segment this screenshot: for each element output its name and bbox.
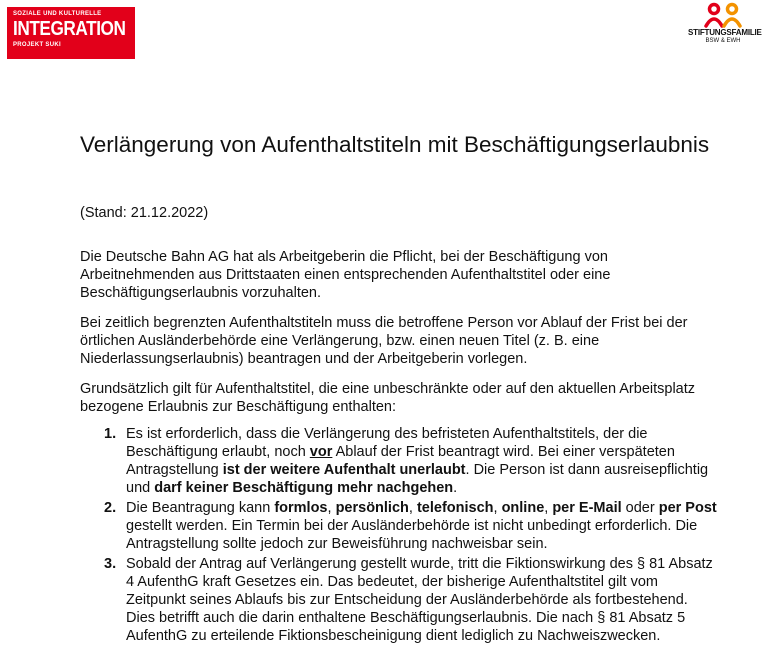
logo-sub: BSW & EWH [705, 38, 741, 44]
item-text: Ablauf der Frist beantragt wird. Bei einer verspäteten Antragstellung [126, 444, 675, 478]
requirements-list [80, 425, 720, 647]
item-number: 3. [104, 556, 117, 572]
logo-line-2: INTEGRATION [13, 18, 126, 40]
item-emphasis: persönlich [335, 500, 409, 516]
item-emphasis: formlos [274, 500, 328, 516]
item-text: , [408, 500, 417, 516]
family-figures-icon [703, 2, 743, 28]
item-text: Die Beantragung kann [126, 500, 275, 516]
stiftungsfamilie-logo [688, 2, 762, 45]
item-text: Es ist erforderlich, dass die Verlängerung des befristeten Aufenthaltstitels, der die Beschäftigung erlaubt, noch [126, 426, 648, 460]
item-emphasis: telefonisch [416, 500, 494, 516]
paragraph-3: Grundsätzlich gilt für Aufenthaltstitel, die eine unbeschränkte oder auf den aktuellen Arbeitsplatz bezogene Erlaubnis zur Beschäftigung enthalten: [80, 381, 696, 415]
item-text: . [453, 480, 458, 496]
item-text: . Die Person ist dann ausreisepflichtig und [126, 462, 709, 496]
item-text: , [544, 500, 553, 516]
item-text: oder [621, 500, 659, 516]
paragraph-2: Bei zeitlich begrenzten Aufenthaltstiteln muss die betroffene Person vor Ablauf der Frist bei der örtlichen Ausländerbehörde eine Verlängerung, bzw. einen neuen Titel (z. B. eine Niederlassungserlaubnis) beantragen und der Arbeitgeberin vorlegen. [80, 315, 688, 367]
logo-line-3: PROJEKT SUKI [13, 42, 61, 48]
item-emphasis: per Post [658, 500, 717, 516]
paragraph-1: Die Deutsche Bahn AG hat als Arbeitgeberin die Pflicht, bei der Beschäftigung von Arbeitnehmenden aus Drittstaaten einen entsprechenden Aufenthaltstitel oder eine Beschäftigungserlaubnis vorzuhalten. [80, 249, 611, 301]
stand-date: (Stand: 21.12.2022) [80, 205, 209, 221]
logo-line-1: SOZIALE UND KULTURELLE [13, 11, 102, 17]
item-text: , [493, 500, 502, 516]
item-text: gestellt werden. Ein Termin bei der Ausländerbehörde ist nicht unbedingt erforderlich. Die Antragstellung sollte jedoch zur Beweisführung nachweisbar sein. [126, 518, 698, 552]
integration-logo [7, 7, 135, 59]
item-emphasis: darf keiner Beschäftigung mehr nachgehen [154, 480, 454, 496]
item-emphasis: per E-Mail [552, 500, 622, 516]
list-item [80, 499, 720, 553]
list-item [80, 555, 720, 645]
page-title: Verlängerung von Aufenthaltstiteln mit Beschäftigungserlaubnis [80, 132, 710, 157]
item-emphasis: ist der weitere Aufenthalt unerlaubt [222, 462, 466, 478]
item-emphasis: online [501, 500, 545, 516]
list-item [80, 425, 720, 497]
item-text: , [327, 500, 336, 516]
item-text: Sobald der Antrag auf Verlängerung gestellt wurde, tritt die Fiktionswirkung des § 81 Absatz 4 AufenthG kraft Gesetzes ein. Das bedeutet, der bisherige Aufenthaltstitel gilt vom Zeitpunkt seines Ablaufs bis zur Entscheidung der Ausländerbehörde als fortbestehend. Dies betrifft auch die darin enthaltene Beschäftigungserlaubnis. Die nach § 81 Absatz 5 AufenthG zu erteilende Fiktionsbescheinigung dient lediglich zu Nachweiszwecken. [126, 556, 713, 644]
logo-name: STIFTUNGSFAMILIE [688, 28, 762, 37]
item-emphasis: vor [309, 444, 333, 460]
item-number: 2. [104, 500, 117, 516]
item-number: 1. [104, 426, 117, 442]
